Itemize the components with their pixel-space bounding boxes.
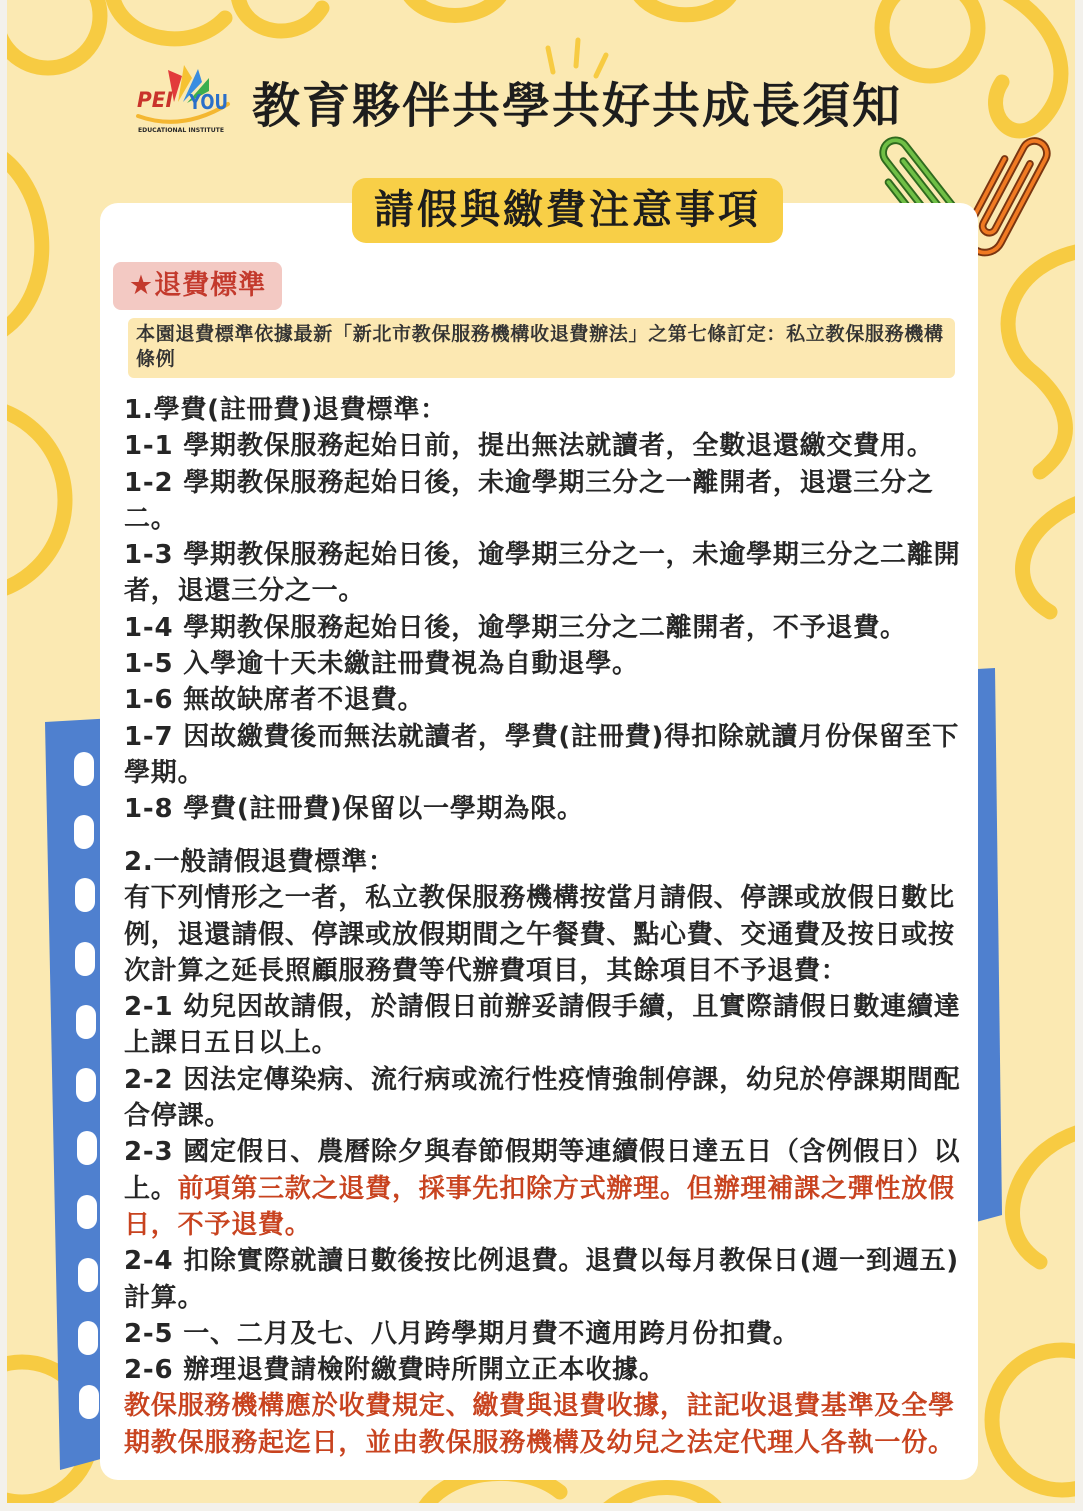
refund-section-2: [124, 844, 969, 1461]
basis-note-line: 本園退費標準依據最新「新北市教保服務機構收退費辦法」之第七條訂定：私立教保服務機構: [136, 323, 944, 345]
logo-tagline: EDUCATIONAL INSTITUTE: [138, 127, 224, 134]
section-title-banner: 請假與繳費注意事項: [352, 178, 783, 243]
page-title: 教育夥伴共學共好共成長須知: [252, 78, 903, 134]
rule-line: [124, 1425, 969, 1461]
rule-text: 2-2 因法定傳染病、流行病或流行性疫情強制停課，幼兒於停課期間配: [124, 1064, 961, 1095]
rule-text: 計算。: [124, 1282, 205, 1313]
regulation-basis-note: [128, 318, 955, 378]
section-heading: 1.學費(註冊費)退費標準：: [124, 395, 447, 425]
rule-text: 1-2 學期教保服務起始日後，未逾學期三分之一離開者，退還三分之: [124, 467, 934, 498]
rule-text: 1-7 因故繳費後而無法就讀者，學費(註冊費)得扣除就讀月份保留至下: [124, 721, 959, 752]
rule-line: [124, 1171, 969, 1207]
rule-line: [124, 646, 969, 682]
rule-text: 次計算之延長照顧服務費等代辦費項目，其餘項目不予退費：: [124, 955, 848, 986]
rule-line: [124, 989, 969, 1025]
rule-line: [124, 610, 969, 646]
rule-line: [124, 501, 969, 537]
rule-text: 合停課。: [124, 1101, 232, 1132]
rule-line: [124, 1388, 969, 1424]
rule-alert-text: 前項第三款之退費，採事先扣除方式辦理。但辦理補課之彈性放假: [177, 1173, 955, 1204]
rule-alert-text: 日，不予退費。: [124, 1209, 312, 1240]
rule-text: 1-1 學期教保服務起始日前，提出無法就讀者，全數退還繳交費用。: [124, 431, 934, 462]
rule-text: 1-6 無故缺席者不退費。: [124, 685, 425, 716]
rule-text: 者，退還三分之一。: [124, 576, 366, 607]
content-card: [100, 203, 978, 1480]
rule-line: [124, 537, 969, 573]
rule-text: 學期。: [124, 757, 205, 788]
rule-text: 1-8 學費(註冊費)保留以一學期為限。: [124, 794, 584, 825]
logo-word-left: PEI: [137, 88, 174, 112]
rule-text: 2-1 幼兒因故請假，於請假日前辦妥請假手續，且實際請假日數連續達: [124, 992, 961, 1023]
rule-line: [124, 428, 969, 464]
rule-line: [124, 1025, 969, 1061]
rule-line: [124, 1243, 969, 1279]
rule-line: [124, 682, 969, 718]
rule-line: [124, 1316, 969, 1352]
refund-rules: [124, 392, 969, 1461]
rule-line: [124, 1062, 969, 1098]
rule-text: 二。: [124, 503, 178, 534]
rule-line: [124, 719, 969, 755]
rule-text: 上課日五日以上。: [124, 1028, 339, 1059]
refund-standard-badge: ★退費標準: [113, 262, 282, 310]
section-heading: 2.一般請假退費標準：: [124, 846, 395, 877]
rule-line: [124, 1098, 969, 1134]
rule-text: 上。: [124, 1173, 178, 1204]
refund-section-1: [124, 392, 969, 828]
rule-text: 2-4 扣除實際就讀日數後按比例退費。退費以每月教保日(週一到週五): [124, 1246, 959, 1277]
rule-text: 2-3 國定假日、農曆除夕與春節假期等連續假日達五日（含例假日）以: [124, 1137, 961, 1168]
rule-line: [124, 1134, 969, 1170]
rule-line: [124, 573, 969, 609]
rule-line: [124, 1280, 969, 1316]
rule-text: 2-5 一、二月及七、八月跨學期月費不適用跨月份扣費。: [124, 1318, 800, 1349]
rule-alert-text: 期教保服務起迄日，並由教保服務機構及幼兒之法定代理人各執一份。: [124, 1427, 955, 1458]
rule-text: 1-4 學期教保服務起始日後，逾學期三分之二離開者，不予退費。: [124, 612, 907, 643]
rule-line: [124, 755, 969, 791]
rule-alert-text: 教保服務機構應於收費規定、繳費與退費收據，註記收退費基準及全學: [124, 1391, 955, 1422]
rule-line: [124, 953, 969, 989]
sparkle-decoration: [548, 40, 606, 76]
rule-line: [124, 465, 969, 501]
rule-line: [124, 1207, 969, 1243]
rule-line: [124, 880, 969, 916]
rule-line: [124, 791, 969, 827]
rule-line: [124, 917, 969, 953]
rule-text: 有下列情形之一者，私立教保服務機構按當月請假、停課或放假日數比: [124, 883, 955, 914]
basis-note-line: 條例: [136, 348, 176, 370]
rule-text: 例，退還請假、停課或放假期間之午餐費、點心費、交通費及按日或按: [124, 919, 955, 950]
rule-text: 2-6 辦理退費請檢附繳費時所開立正本收據。: [124, 1355, 666, 1386]
rule-line: [124, 1352, 969, 1388]
rule-text: 1-5 入學逾十天未繳註冊費視為自動退學。: [124, 649, 639, 680]
logo: [132, 62, 232, 140]
rule-text: 1-3 學期教保服務起始日後，逾學期三分之一，未逾學期三分之二離開: [124, 540, 961, 571]
logo-word-right: YOU: [188, 90, 228, 114]
